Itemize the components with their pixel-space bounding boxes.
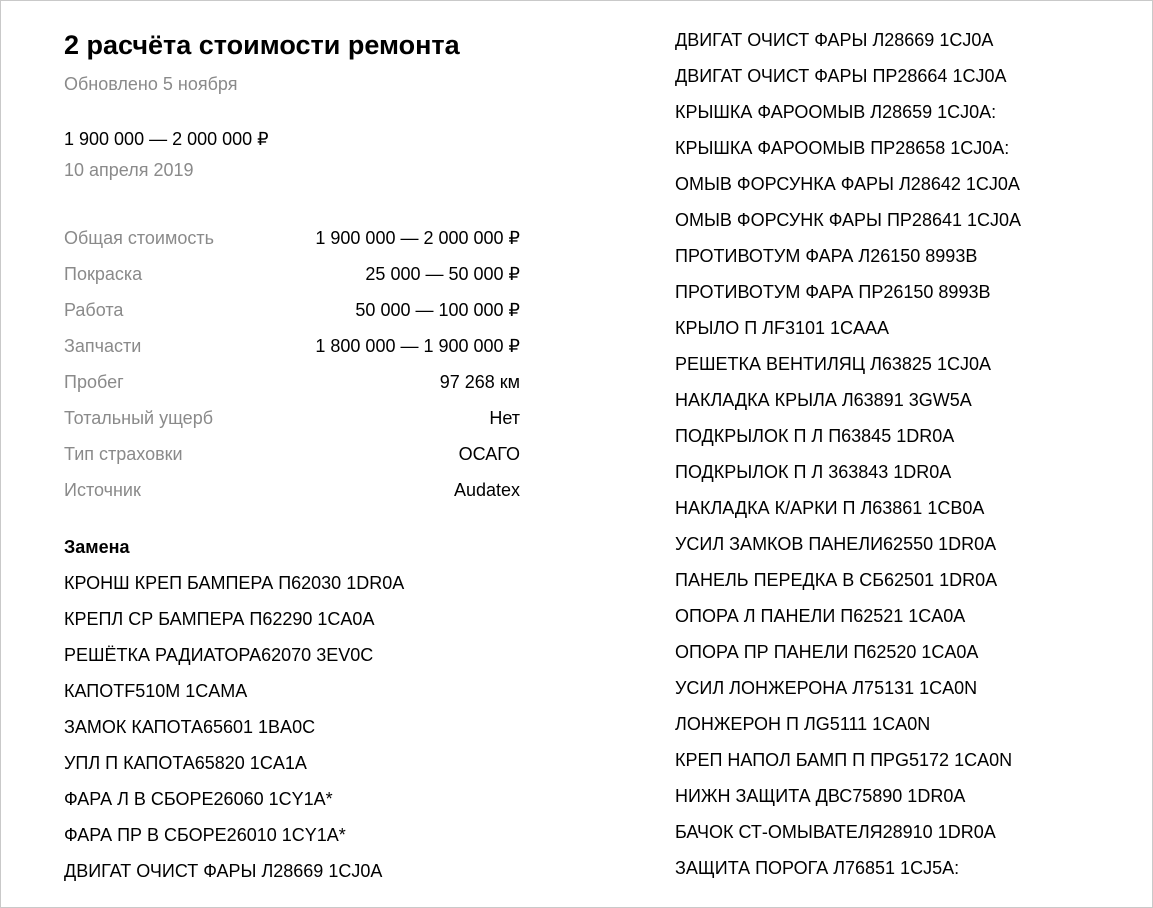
part-item: ЛОНЖЕРОН П ЛG5111 1CA0N xyxy=(675,714,931,734)
part-item: ДВИГАТ ОЧИСТ ФАРЫ Л28669 1CJ0A xyxy=(675,30,994,50)
part-item: ПОДКРЫЛОК П Л 363843 1DR0A xyxy=(675,462,952,482)
detail-value: 25 000 — 50 000 ₽ xyxy=(365,264,520,284)
part-item: ФАРА ПР В СБОРЕ26010 1CY1A* xyxy=(64,825,346,845)
part-item: КРЕП НАПОЛ БАМП П ПPG5172 1CA0N xyxy=(675,750,1013,770)
detail-row-total-loss xyxy=(64,400,520,436)
part-item: ПАНЕЛЬ ПЕРЕДКА В СБ62501 1DR0A xyxy=(675,570,998,590)
part-item: ЗАЩИТА ПОРОГА Л76851 1CJ5A: xyxy=(675,858,960,878)
detail-value: 1 900 000 — 2 000 000 ₽ xyxy=(315,228,520,248)
detail-value: ОСАГО xyxy=(458,444,520,464)
part-item: НАКЛАДКА КРЫЛА Л63891 3GW5A xyxy=(675,390,972,410)
parts-list-left xyxy=(64,565,404,889)
part-item: РЕШЁТКА РАДИАТОРА62070 3EV0C xyxy=(64,645,374,665)
detail-value: 50 000 — 100 000 ₽ xyxy=(355,300,520,320)
detail-value: 97 268 км xyxy=(439,372,520,392)
detail-label: Общая стоимость xyxy=(64,228,214,248)
details-table xyxy=(64,220,520,508)
updated-date: Обновлено 5 ноября xyxy=(64,74,238,94)
detail-row-source xyxy=(64,472,520,508)
part-item: ОМЫВ ФОРСУНКА ФАРЫ Л28642 1CJ0A xyxy=(675,174,1020,194)
part-item: ОМЫВ ФОРСУНК ФАРЫ ПР28641 1CJ0A xyxy=(675,210,1022,230)
part-item: ЗАМОК КАПОТА65601 1BA0C xyxy=(64,717,316,737)
part-item: УСИЛ ЗАМКОВ ПАНЕЛИ62550 1DR0A xyxy=(675,534,997,554)
estimate-range: 1 900 000 — 2 000 000 ₽ xyxy=(64,129,269,149)
detail-label: Запчасти xyxy=(64,336,142,356)
detail-label: Покраска xyxy=(64,264,143,284)
part-item: КРЫШКА ФАРООМЫВ ПР28658 1CJ0A: xyxy=(675,138,1010,158)
detail-row-mileage xyxy=(64,364,520,400)
detail-label: Тип страховки xyxy=(64,444,183,464)
detail-label: Тотальный ущерб xyxy=(64,408,214,428)
part-item: КРОНШ КРЕП БАМПЕРА П62030 1DR0A xyxy=(64,573,405,593)
detail-row-insurance-type xyxy=(64,436,520,472)
part-item: ОПОРА Л ПАНЕЛИ П62521 1CA0A xyxy=(675,606,966,626)
part-item: КРЕПЛ СР БАМПЕРА П62290 1CA0A xyxy=(64,609,375,629)
detail-row-labor xyxy=(64,292,520,328)
part-item: ПОДКРЫЛОК П Л П63845 1DR0A xyxy=(675,426,955,446)
part-item: КРЫШКА ФАРООМЫВ Л28659 1CJ0A: xyxy=(675,102,997,122)
part-item: НАКЛАДКА К/АРКИ П Л63861 1CB0A xyxy=(675,498,985,518)
page-title: 2 расчёта стоимости ремонта xyxy=(64,30,460,60)
part-item: ОПОРА ПР ПАНЕЛИ П62520 1CA0A xyxy=(675,642,979,662)
part-item: УПЛ П КАПОТА65820 1CA1A xyxy=(64,753,307,773)
part-item: УСИЛ ЛОНЖЕРОНА Л75131 1CA0N xyxy=(675,678,978,698)
part-item: ПРОТИВОТУМ ФАРА ПР26150 8993B xyxy=(675,282,991,302)
detail-row-total-cost xyxy=(64,220,520,256)
part-item: ФАРА Л В СБОРЕ26060 1CY1A* xyxy=(64,789,333,809)
detail-value: Audatex xyxy=(453,480,520,500)
detail-label: Источник xyxy=(64,480,141,500)
detail-value: Нет xyxy=(489,408,520,428)
detail-label: Пробег xyxy=(64,372,124,392)
replacement-heading: Замена xyxy=(64,537,130,557)
detail-label: Работа xyxy=(64,300,124,320)
part-item: КАПОТF510M 1CAMA xyxy=(64,681,248,701)
detail-value: 1 800 000 — 1 900 000 ₽ xyxy=(315,336,520,356)
part-item: ПРОТИВОТУМ ФАРА Л26150 8993B xyxy=(675,246,978,266)
part-item: ДВИГАТ ОЧИСТ ФАРЫ ПР28664 1CJ0A xyxy=(675,66,1007,86)
part-item: БАЧОК СТ-ОМЫВАТЕЛЯ28910 1DR0A xyxy=(675,822,996,842)
estimate-date: 10 апреля 2019 xyxy=(64,160,194,180)
detail-row-painting xyxy=(64,256,520,292)
part-item: ДВИГАТ ОЧИСТ ФАРЫ Л28669 1CJ0A xyxy=(64,861,383,881)
part-item: НИЖН ЗАЩИТА ДВС75890 1DR0A xyxy=(675,786,966,806)
part-item: КРЫЛО П ЛF3101 1CAAA xyxy=(675,318,890,338)
parts-list-right xyxy=(675,22,1021,886)
detail-row-parts xyxy=(64,328,520,364)
part-item: РЕШЕТКА ВЕНТИЛЯЦ Л63825 1CJ0A xyxy=(675,354,991,374)
